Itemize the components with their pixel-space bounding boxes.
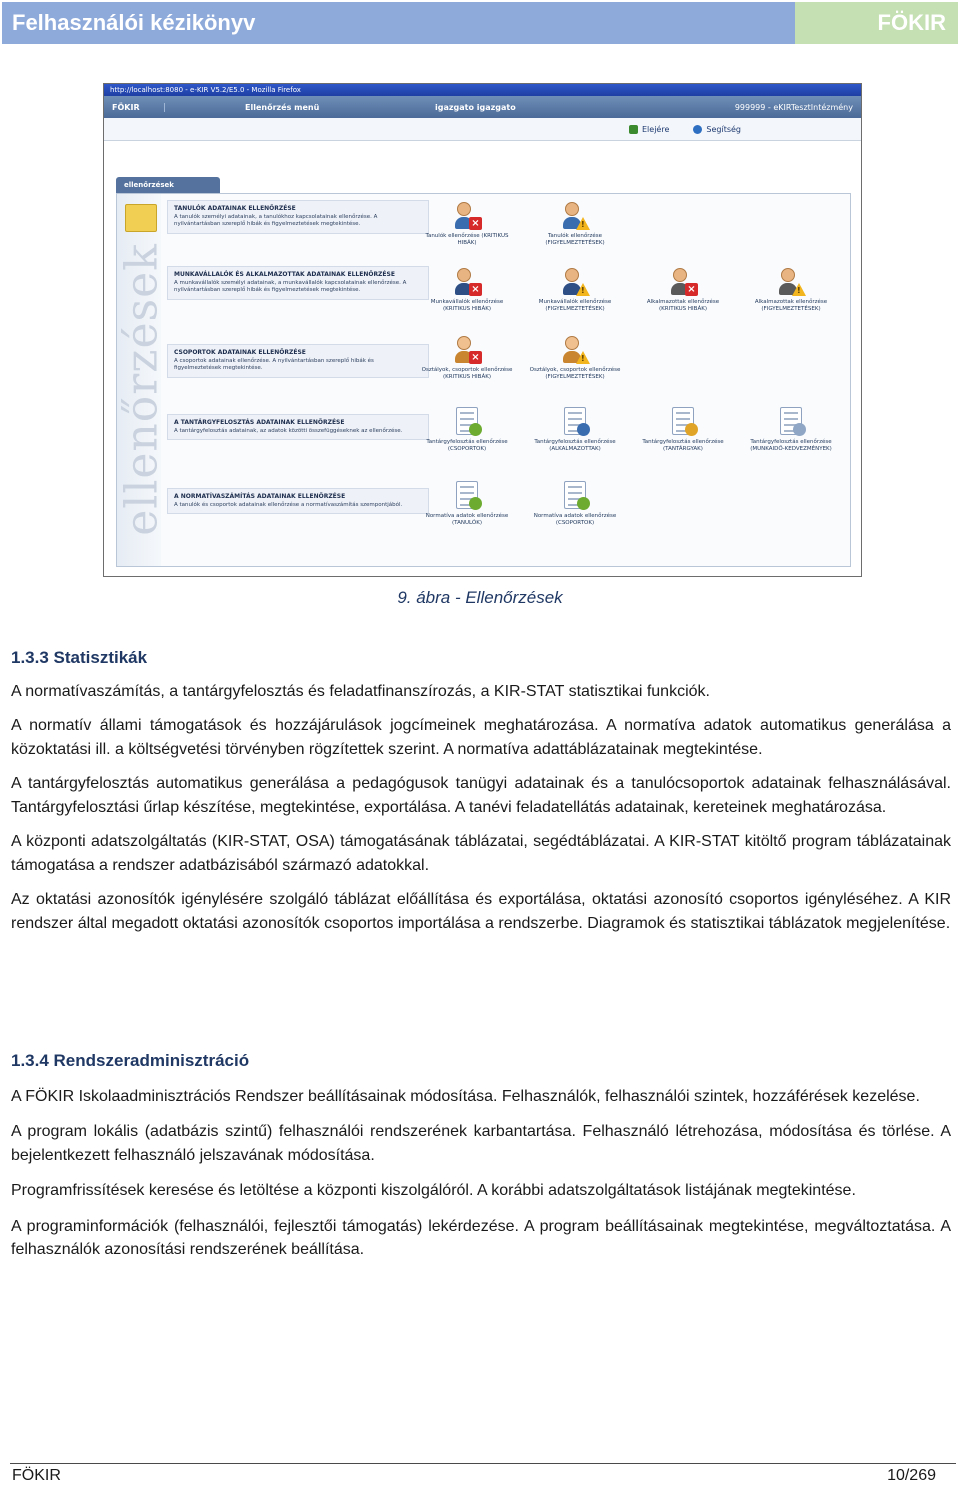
csoportok-figyelmeztetes-button[interactable] xyxy=(525,334,625,381)
icon-label: Normatíva adatok ellenőrzése (TANULÓK) xyxy=(425,513,509,527)
browser-title-bar: http://localhost:8080 - e-KIR V5.2/E5.0 - Mozilla Firefox xyxy=(104,84,861,96)
normativa-tanulok-button[interactable] xyxy=(417,480,517,527)
document-check-icon xyxy=(560,480,590,510)
normativa-csoportok-button[interactable] xyxy=(525,480,625,527)
home-label: Elejére xyxy=(642,124,670,134)
tantargyfelosztas-tantargyak-button[interactable] xyxy=(633,406,733,453)
icon-label: Tanulók ellenőrzése (KRITIKUS HIBÁK) xyxy=(425,233,509,247)
paragraph: A programinformációk (felhasználói, fejlesztői támogatás) lekérdezése. A program beállításainak megtekintése, megváltoztatása. A felhasználók azonosítási rendszerének beállítása. xyxy=(11,1217,951,1258)
checks-panel xyxy=(116,193,851,567)
app-top-bar xyxy=(104,96,861,118)
person-error-icon: × xyxy=(452,200,482,230)
tantargyfelosztas-munkaido-button[interactable] xyxy=(741,406,841,453)
paragraph: Az oktatási azonosítók igénylésére szolgáló táblázat előállítása és exportálása, oktatási azonosító csoportos igényléséhez. A KIR rendszer által megadott oktatási azonosítók csoportos importálása a rendszerbe. Diagramok és statisztikai táblázatok megjelenítése. xyxy=(11,891,951,932)
alkalmazottak-figyelmeztetes-button[interactable] xyxy=(741,266,841,313)
icon-label: Osztályok, csoportok ellenőrzése (FIGYELMEZTETÉSEK) xyxy=(529,367,621,381)
section-desc: A tanulók és csoportok adatainak ellenőrzése a normatívaszámítás szempontjából. xyxy=(174,502,403,508)
icon-label: Tanulók ellenőrzése (FIGYELMEZTETÉSEK) xyxy=(545,233,605,247)
paragraph: Programfrissítések keresése és letöltése a központi kiszolgálóról. A korábbi adatszolgáltatások listájának megtekintése. xyxy=(11,1182,856,1199)
icon-label: Munkavállalók ellenőrzése (FIGYELMEZTETÉSEK) xyxy=(538,299,612,313)
page-number: 10/269 xyxy=(887,1467,936,1484)
section-rendszeradminisztracio xyxy=(11,1049,951,1262)
document-check-icon xyxy=(560,406,590,436)
group-error-icon: × xyxy=(452,334,482,364)
section-desc: A munkavállalók személyi adatainak, a munkavállalók kapcsolatainak ellenőrzése. A nyilvántartásban szereplő hibák és figyelmeztetések megtekintése. xyxy=(174,280,407,294)
person-error-icon: × xyxy=(668,266,698,296)
person-error-icon: × xyxy=(452,266,482,296)
icon-label: Tantárgyfelosztás ellenőrzése (ALKALMAZOTTAK) xyxy=(534,439,616,453)
document-clock-icon xyxy=(776,406,806,436)
sidebar-word: ellenőrzések xyxy=(116,243,168,536)
munkavallalok-kritikus-button[interactable] xyxy=(417,266,517,313)
section-title: A TANTÁRGYFELOSZTÁS ADATAINAK ELLENŐRZÉSE xyxy=(174,419,345,426)
person-warning-icon xyxy=(560,200,590,230)
footer-divider xyxy=(10,1463,956,1464)
section-title: MUNKAVÁLLALÓK ÉS ALKALMAZOTTAK ADATAINAK ELLENŐRZÉSE xyxy=(174,271,395,278)
help-label: Segítség xyxy=(706,124,741,134)
footer-brand: FÖKIR xyxy=(12,1467,61,1484)
tantargyfelosztas-alkalmazottak-button[interactable] xyxy=(525,406,625,453)
user-name: igazgato igazgato xyxy=(435,102,516,112)
icon-label: Osztályok, csoportok ellenőrzése (KRITIKUS HIBÁK) xyxy=(421,367,513,381)
figure-screenshot xyxy=(103,83,862,577)
icon-label: Munkavállalók ellenőrzése (KRITIKUS HIBÁK) xyxy=(430,299,504,313)
paragraph: A tantárgyfelosztás automatikus generálása a pedagógusok tanügyi adatainak és a tanulócsoportok adatainak felhasználásával. Tantárgyfelosztási űrlap készítése, megtekintése, exportálása. A tanévi feladatellátás adatainak, kereteinek meghatározása. xyxy=(11,775,951,816)
paragraph: A normatív állami támogatások és hozzájárulások jogcímeinek meghatározása. A normatíva adatok automatikus generálása a közoktatási ill. a költségvetési törvényben rögzítettek szerint. A normatíva adattáblázatainak megtekintése. xyxy=(11,717,951,758)
group-warning-icon xyxy=(560,334,590,364)
home-button[interactable] xyxy=(629,125,669,134)
home-icon xyxy=(629,125,638,134)
paragraph: A normatívaszámítás, a tantárgyfelosztás és feladatfinanszírozás, a KIR-STAT statisztikai funkciók. xyxy=(11,682,710,700)
section-title: A NORMATÍVASZÁMÍTÁS ADATAINAK ELLENŐRZÉSE xyxy=(174,493,346,500)
sidebar-decoration xyxy=(116,194,168,566)
folder-icon xyxy=(125,204,157,232)
section-title: CSOPORTOK ADATAINAK ELLENŐRZÉSE xyxy=(174,349,306,356)
help-button[interactable] xyxy=(693,125,741,134)
panel-tab[interactable]: ellenőrzések xyxy=(116,177,220,193)
section-desc: A csoportok adatainak ellenőrzése. A nyilvántartásban szereplő hibák és figyelmeztetések megtekintése. xyxy=(174,358,374,372)
icon-label: Tantárgyfelosztás ellenőrzése (MUNKAIDŐ-KEDVEZMÉNYEK) xyxy=(750,439,832,453)
alkalmazottak-kritikus-button[interactable] xyxy=(633,266,733,313)
icon-label: Alkalmazottak ellenőrzése (FIGYELMEZTETÉSEK) xyxy=(754,299,828,313)
header-brand: FÖKIR xyxy=(795,2,958,44)
figure-caption: 9. ábra - Ellenőrzések xyxy=(397,588,563,607)
section-normativa xyxy=(167,488,429,514)
document-check-icon xyxy=(452,480,482,510)
munkavallalok-figyelmeztetes-button[interactable] xyxy=(525,266,625,313)
section-heading: 1.3.3 Statisztikák xyxy=(11,648,148,667)
paragraph: A központi adatszolgáltatás (KIR-STAT, OSA) támogatásának táblázatai, segédtáblázatai. A KIR-STAT kitöltő program táblázatainak támogatása a rendszer adatbázisából származó adatokkal. xyxy=(11,833,951,874)
section-statisztikak xyxy=(11,646,951,935)
icon-label: Tantárgyfelosztás ellenőrzése (CSOPORTOK) xyxy=(426,439,508,453)
person-warning-icon xyxy=(776,266,806,296)
section-csoportok xyxy=(167,344,429,378)
header-title: Felhasználói kézikönyv xyxy=(2,2,795,44)
page-header xyxy=(2,2,958,44)
app-logo[interactable]: FÖKIR xyxy=(104,103,165,112)
paragraph: A FÖKIR Iskolaadminisztrációs Rendszer beállításainak módosítása. Felhasználók, felhasználói szintek, hozzáférések kezelése. xyxy=(11,1087,920,1105)
section-tanulok xyxy=(167,200,429,234)
document-check-icon xyxy=(668,406,698,436)
tanulok-kritikus-button[interactable] xyxy=(417,200,517,247)
institution-name: 999999 - eKIRTesztIntézmény xyxy=(734,102,853,112)
icon-label: Normatíva adatok ellenőrzése (CSOPORTOK) xyxy=(533,513,617,527)
paragraph: A program lokális (adatbázis szintű) felhasználói rendszerének karbantartása. Felhasználó létrehozása, módosítása és törlése. A bejelentkezett felhasználó jelszavának módosítása. xyxy=(11,1123,951,1164)
app-nav-bar xyxy=(104,118,861,141)
document-check-icon xyxy=(452,406,482,436)
icon-label: Tantárgyfelosztás ellenőrzése (TANTÁRGYAK) xyxy=(642,439,724,453)
menu-label[interactable]: Ellenőrzés menü xyxy=(245,102,320,112)
section-desc: A tantárgyfelosztás adatainak, az adatok közötti összefüggéseknek az ellenőrzése. xyxy=(174,428,403,434)
tanulok-figyelmeztetes-button[interactable] xyxy=(525,200,625,247)
person-warning-icon xyxy=(560,266,590,296)
csoportok-kritikus-button[interactable] xyxy=(417,334,517,381)
help-icon xyxy=(693,125,702,134)
tantargyfelosztas-csoportok-button[interactable] xyxy=(417,406,517,453)
section-munkavallalok xyxy=(167,266,429,300)
section-heading: 1.3.4 Rendszeradminisztráció xyxy=(11,1051,250,1070)
section-desc: A tanulók személyi adatainak, a tanulókhoz kapcsolatainak ellenőrzése. A nyilvántartásban szereplő hibák és figyelmeztetések megtekintése. xyxy=(174,214,378,228)
section-title: TANULÓK ADATAINAK ELLENŐRZÉSE xyxy=(174,205,296,212)
icon-label: Alkalmazottak ellenőrzése (KRITIKUS HIBÁK) xyxy=(646,299,720,313)
section-tantargyfelosztas xyxy=(167,414,429,440)
